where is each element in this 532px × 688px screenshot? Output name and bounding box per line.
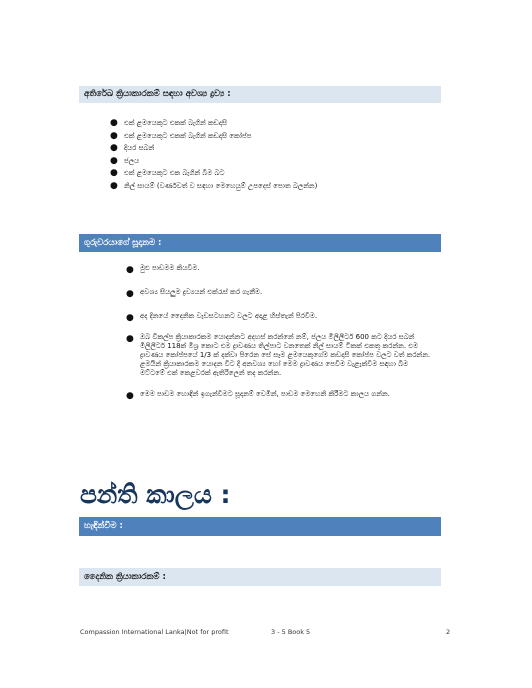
page-number: 2 bbox=[446, 628, 451, 636]
bullet-icon: ● bbox=[126, 391, 134, 401]
list-item: ● නිල් සායම් (වර්ණවත් ව සඳහා මෙහෙයුම් උපදෙස් පොත බලන්න) bbox=[110, 180, 318, 191]
list-item: ● අවශ්‍ය සියලුම ද්‍රව්‍යයන් එක්රැස් කර ගැනීම. bbox=[126, 288, 263, 299]
teacher-notes-list bbox=[126, 264, 432, 401]
class-time-heading: පන්ති කාලය : bbox=[80, 480, 231, 509]
bullet-icon: ● bbox=[110, 118, 118, 128]
materials-list bbox=[110, 117, 424, 193]
list-item: ● මෙම පාඩම හොඳින් ඉගැන්වීමට සූදානම් වෙමින්, පාඩම මෙහෙනි කිරීමට කාලය ගන්න. bbox=[126, 390, 390, 401]
list-item: ● එක් ළමයෙකුට එක බැගින් බීම බට bbox=[110, 168, 225, 179]
introduction-heading-bar bbox=[79, 517, 441, 536]
bullet-icon: ● bbox=[110, 180, 118, 191]
daily-activity-heading-bar bbox=[79, 568, 441, 586]
footer-center: 3 - 5 Book 5 bbox=[271, 628, 311, 636]
list-item: ● එක් ළමයෙකුට එකක් බැගින් කඩදාසි bbox=[110, 118, 227, 128]
bullet-icon: ● bbox=[110, 143, 118, 154]
daily-activity-heading: දෛනික ක්‍රියාකාරකම් : bbox=[84, 572, 166, 582]
list-item: ● මුළු පාඩමම කියවීම. bbox=[126, 264, 200, 275]
footer-left: Compassion International Lanka|Not for profit bbox=[80, 628, 229, 636]
bullet-icon: ● bbox=[110, 130, 118, 141]
teacher-heading: ගුරුවරයාගේ සූදානම : bbox=[84, 238, 162, 248]
bullet-icon: ● bbox=[126, 334, 134, 344]
bullet-icon: ● bbox=[110, 155, 118, 166]
bullet-icon: ● bbox=[126, 313, 134, 323]
bullet-icon: ● bbox=[126, 289, 134, 299]
list-item: ● ජලය bbox=[110, 155, 140, 166]
materials-heading: අතිරේඛ ක්‍රියාකාරකම් සඳහා අවශ්‍ය ද්‍රව්‍ය : bbox=[84, 89, 231, 99]
list-item: ● දියර සබන් bbox=[110, 143, 155, 154]
materials-heading-bar bbox=[79, 86, 441, 103]
list-item: ● ඔබ විකල්ප ක්‍රියාකාරකම යොදන්නට අදහස් කරන්නේ නම්, ජලය මිලිලීටර් 600 කට දියර සබන් මිලිලීටර් 118ක් මිශ්‍ර කොට එම ද්‍රාවණය තිල්පාට වනතෙක් නිල් සායම් ටිකක් එකතු කරන්න. එම ද්‍රාවණය කෝප්පයේ 1/3 ක් දක්වා පිරෙන සේ සෑම ළමයෙකුගේම කඩදාසි කෝප්ප වලට වත් කරන්න. ළමයින් ක්‍රියාකාරකම යොදන විට දී අනවශ්‍ය හෝ මෙම ද්‍රාවණය පෙවීම වැළැක්වීම සඳහා බිම මට්ටමේ එක් කෙළවරක් ඇතිරිලෙන් තද කරන්න. bbox=[126, 333, 431, 377]
list-item: ● අද දිනයේ දෛනික වැඩසටහනට වලට අදාළ හිස්තැන් පිරවීම. bbox=[126, 312, 318, 323]
teacher-heading-bar bbox=[79, 234, 441, 252]
introduction-heading: හැඳින්වීම : bbox=[84, 521, 123, 531]
bullet-icon: ● bbox=[110, 168, 118, 179]
list-item: ● එක් ළමයෙකුට එකක් බැගින් කඩදාසි කෝප්ප bbox=[110, 130, 252, 141]
bullet-icon: ● bbox=[126, 265, 134, 275]
